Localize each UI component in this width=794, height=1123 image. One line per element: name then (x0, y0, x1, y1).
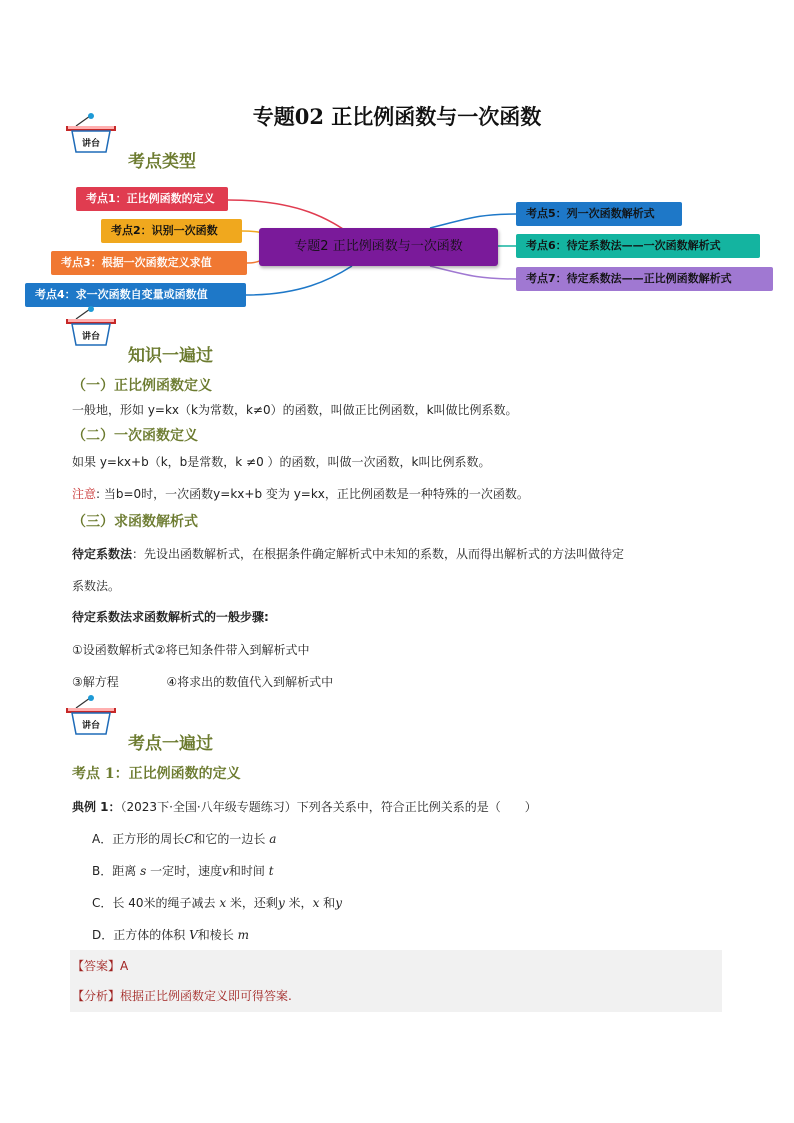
option-var: a (269, 832, 277, 846)
section-title-kaodian-leixing: 考点类型 (128, 152, 196, 172)
mindmap-node-label: 考点6：待定系数法——一次函数解析式 (526, 239, 721, 252)
steps-title: 待定系数法求函数解析式的一般步骤: (72, 610, 269, 624)
mindmap-node-label: 考点3：根据一次函数定义求值 (61, 256, 212, 269)
answer-line (72, 956, 128, 976)
mindmap-node-5 (516, 202, 682, 226)
note-label: 注意 (72, 487, 97, 501)
method-line-2: 系数法。 (72, 579, 121, 593)
option-d (92, 925, 249, 945)
option-text: 和 (323, 896, 336, 910)
analysis-label: 【分析】 (72, 989, 121, 1003)
method-line-1 (72, 544, 624, 564)
option-text: 一定时，速度 (150, 864, 223, 878)
option-var: y (277, 896, 285, 910)
knowledge-paragraph-2: 如果 y=kx+b（k，b是常数，k ≠0 ）的函数，叫做一次函数，k叫比例系数。 (72, 455, 491, 469)
option-c (92, 893, 342, 913)
option-var: m (237, 928, 249, 942)
podium-label: 讲台 (82, 721, 101, 731)
knowledge-paragraph-1: 一般地，形如 y=kx（k为常数，k≠0）的函数，叫做正比例函数，k叫做比例系数。 (72, 403, 518, 417)
answer-box (70, 950, 722, 1012)
option-var: v (222, 864, 229, 878)
option-text: 长 40米的绳子减去 (112, 896, 216, 910)
option-b (92, 861, 274, 881)
podium-label: 讲台 (82, 139, 101, 149)
option-var: V (189, 928, 198, 942)
answer-value: A (120, 959, 129, 973)
option-text: 和它的一边长 (193, 832, 266, 846)
answer-label: 【答案】 (72, 959, 121, 973)
option-text: 米，还剩 (229, 896, 278, 910)
option-text: 和时间 (228, 864, 265, 878)
option-var: x (219, 896, 227, 910)
option-letter: C． (92, 896, 113, 910)
podium-label: 讲台 (82, 332, 101, 342)
podium-icon (62, 305, 120, 351)
steps-line-2 (72, 672, 333, 692)
note-text: : 当b=0时，一次函数y=kx+b 变为 y=kx，正比例函数是一种特殊的一次函数。 (96, 487, 529, 501)
option-var: t (268, 864, 274, 878)
option-text: 和棱长 (197, 928, 234, 942)
knowledge-note (72, 484, 529, 504)
option-letter: A． (92, 832, 113, 846)
knowledge-heading-2: （二）一次函数定义 (72, 428, 198, 444)
page-title: 专题02 正比例函数与一次函数 (252, 104, 542, 129)
mindmap-node-label: 考点7：待定系数法——正比例函数解析式 (526, 272, 732, 285)
option-var: s (140, 864, 147, 878)
mindmap-node-label: 考点1：正比例函数的定义 (86, 192, 215, 205)
option-letter: D． (92, 928, 114, 942)
section-title-kaodian-yibianguo: 考点一遍过 (128, 734, 213, 754)
analysis-value: 根据正比例函数定义即可得答案. (120, 989, 292, 1003)
mindmap-node-label: 考点2：识别一次函数 (111, 224, 218, 237)
option-var: C (184, 832, 194, 846)
mindmap-center-node: 专题2 正比例函数与一次函数 (259, 228, 498, 266)
knowledge-heading-3: （三）求函数解析式 (72, 514, 198, 530)
example-question (72, 797, 537, 817)
mindmap-node-label: 考点4：求一次函数自变量或函数值 (35, 288, 208, 301)
option-var: y (335, 896, 342, 910)
podium-icon (62, 694, 120, 740)
mindmap-node-1 (76, 187, 228, 211)
method-text: ：先设出函数解析式，在根据条件确定解析式中未知的系数，从而得出解析式的方法叫做待定 (132, 547, 625, 561)
option-text: 正方形的周长 (112, 832, 185, 846)
step-4: ④将求出的数值代入到解析式中 (166, 675, 334, 689)
example-text: （2023下·全国·八年级专题练习）下列各关系中，符合正比例关系的是（ ） (120, 800, 537, 814)
mindmap-node-7 (516, 267, 773, 291)
step-3: ③解方程 (72, 675, 119, 689)
option-a (92, 829, 276, 849)
option-text: 距离 (112, 864, 137, 878)
kaodian1-heading: 考点 1：正比例函数的定义 (72, 766, 241, 782)
analysis-line (72, 986, 292, 1006)
mindmap-node-label: 考点5：列一次函数解析式 (526, 207, 655, 220)
option-text: 正方体的体积 (113, 928, 186, 942)
section-title-zhishi: 知识一遍过 (128, 346, 213, 366)
mindmap-node-6 (516, 234, 760, 258)
option-letter: B． (92, 864, 113, 878)
mindmap-node-3 (51, 251, 247, 275)
option-text: 米， (288, 896, 313, 910)
steps-line-1: ①设函数解析式②将已知条件带入到解析式中 (72, 643, 310, 657)
mindmap-node-4 (25, 283, 246, 307)
knowledge-heading-1: （一）正比例函数定义 (72, 378, 212, 394)
option-var: x (312, 896, 320, 910)
podium-icon (62, 112, 120, 158)
example-label: 典例 1： (72, 800, 121, 814)
mindmap-node-2 (101, 219, 242, 243)
method-label: 待定系数法 (72, 547, 133, 561)
